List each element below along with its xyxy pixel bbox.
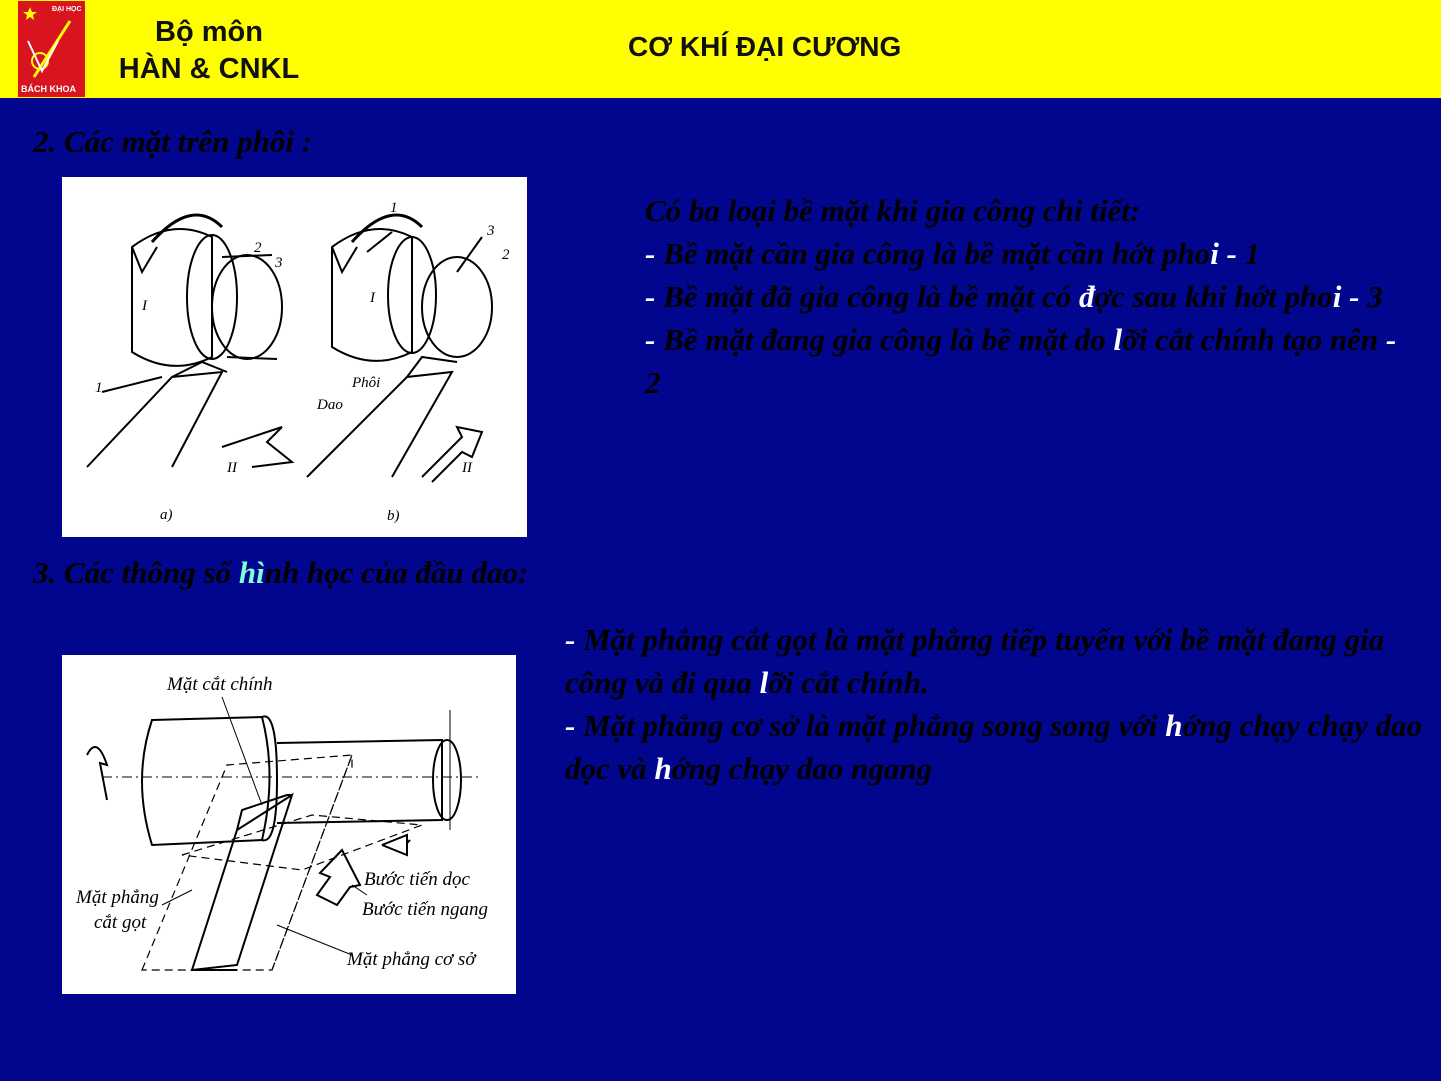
fig-b-caption: b) [387,508,400,524]
logo-emblem-icon [18,1,85,97]
cutting-plane-definition: - Mặt phẳng cắt gọt là mặt phẳng tiếp tuyến với bề mặt đang gia công và đi qua lỡi cắt chính. [565,622,1385,700]
header-bar [0,0,1441,98]
figure-blank-surfaces [62,177,527,537]
logo-top-text: ĐẠI HỌC [52,6,82,13]
section-2-intro: Có ba loại bề mặt khi gia công chi tiết: [645,193,1141,228]
section-3-title: 3. Các thông số hình học của đầu dao: [33,555,529,590]
label-main-cutting-face: Mặt cắt chính [167,674,273,695]
department-line-2: HÀN & CNKL [118,53,300,85]
label-cross-feed: Bước tiến ngang [362,899,489,920]
fig-b-label-2: 2 [502,247,510,263]
figure-tool-geometry [62,655,516,994]
department-name [104,14,314,88]
surface-item-3: - Bề mặt đang gia công là bề mặt do lỡi cắt chính tạo nên - 2 [645,322,1397,400]
fig-b-label-0: 1 [390,200,398,216]
fig-b-label-3: I [370,290,375,306]
university-logo [18,1,85,97]
fig-a-label-2: 3 [275,255,283,271]
fig-a-label-4: 1 [95,380,103,396]
base-plane-definition: - Mặt phẳng cơ sở là mặt phẳng song song với hớng chạy chạy dao dọc và hớng chạy dao ngang [565,708,1423,786]
fig-b-label-phoi: Phôi [352,375,381,391]
surface-item-1: - Bề mặt cần gia công là bề mặt cần hớt phoi - 1 [645,236,1261,271]
label-cutting-plane-2: cắt gọt [94,912,147,933]
department-line-1: Bộ môn [155,16,263,48]
fig-a-label-5: II [227,460,237,476]
label-longitudinal-feed: Bước tiến dọc [364,869,470,890]
logo-bottom-text: BÁCH KHOA [21,84,76,94]
fig-a-label-3: I [142,298,147,314]
fig-b-label-6: II [462,460,472,476]
fig-a-label-1: 2 [254,240,262,256]
course-title: CƠ KHÍ ĐẠI CƯƠNG [628,31,902,62]
surface-item-2: - Bề mặt đã gia công là bề mặt có đợc sau khi hớt phoi - 3 [645,279,1383,314]
label-base-plane: Mặt phẳng cơ sở [347,949,476,970]
section-2-title: 2. Các mặt trên phôi : [33,124,313,159]
label-cutting-plane-1: Mặt phẳng [76,887,159,908]
fig-b-label-1: 3 [487,223,495,239]
section-2-description [645,189,1405,404]
fig-a-caption: a) [160,507,173,523]
fig-b-label-dao: Dao [317,397,343,413]
section-3-description [565,618,1425,790]
